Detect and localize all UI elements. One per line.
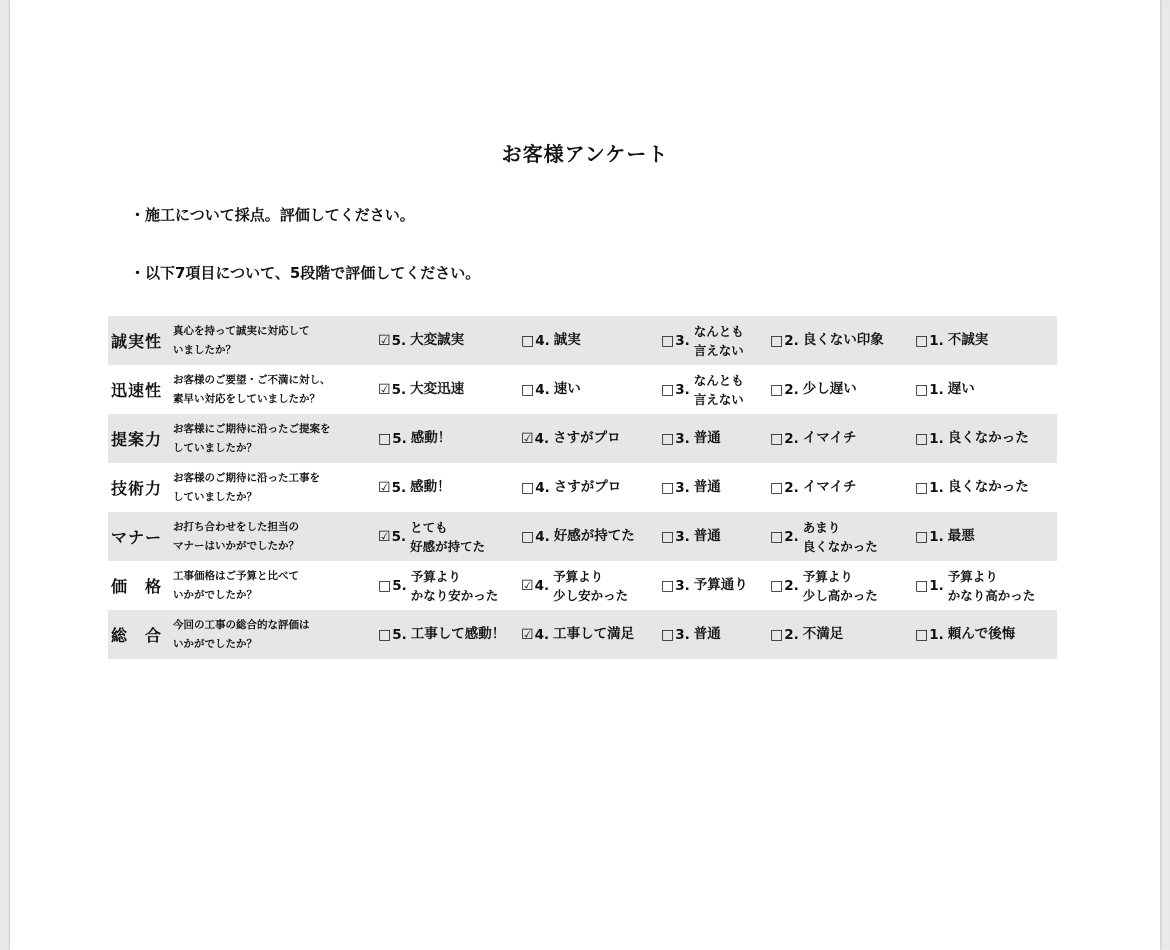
rating-label: [803, 518, 878, 556]
rating-option[interactable]: [915, 561, 1057, 610]
rating-option[interactable]: [770, 512, 915, 561]
question-line: 今回の工事の総合的な評価は: [173, 618, 310, 631]
question-text: [173, 414, 378, 463]
survey-row: [108, 463, 1057, 512]
rating-number: 5.: [391, 479, 407, 496]
checkbox-icon[interactable]: □: [378, 577, 392, 594]
rating-option[interactable]: [915, 365, 1057, 414]
rating-number: 4.: [534, 577, 550, 594]
checkbox-icon[interactable]: □: [661, 381, 675, 398]
rating-option[interactable]: [378, 414, 521, 463]
rating-label-line: 普通: [693, 479, 721, 495]
rating-number: 1.: [929, 332, 944, 349]
rating-label-line: かなり高かった: [947, 587, 1036, 603]
rating-label: [803, 429, 857, 448]
rating-label-line: 良くなかった: [947, 479, 1029, 495]
question-text: [173, 610, 378, 659]
document-page: [10, 0, 1160, 950]
rating-option[interactable]: [661, 316, 770, 365]
checkbox-icon[interactable]: □: [521, 528, 535, 545]
rating-option[interactable]: [770, 365, 915, 414]
checkbox-icon[interactable]: □: [770, 626, 784, 643]
rating-label: [694, 322, 744, 360]
checkbox-icon[interactable]: □: [915, 332, 929, 349]
checkbox-icon[interactable]: □: [770, 479, 784, 496]
rating-number: 2.: [784, 381, 799, 398]
rating-option[interactable]: [770, 316, 915, 365]
rating-label-line: 好感が持てた: [410, 538, 486, 554]
rating-label-line: 予算より: [553, 568, 604, 584]
rating-option[interactable]: [521, 512, 661, 561]
category-text: 誠実性: [111, 332, 163, 351]
instruction-note: ・施工について採点。評価してください。: [130, 206, 415, 224]
checkbox-checked-icon[interactable]: ☑: [521, 626, 534, 643]
question-text: [173, 463, 378, 512]
rating-label: [694, 625, 721, 644]
rating-option[interactable]: [770, 610, 915, 659]
rating-label: [553, 429, 621, 448]
rating-number: 3.: [675, 626, 690, 643]
rating-label: [410, 380, 464, 399]
checkbox-icon[interactable]: □: [521, 479, 535, 496]
rating-label-line: あまり: [802, 519, 841, 535]
rating-option[interactable]: [661, 561, 770, 610]
rating-option[interactable]: [521, 365, 661, 414]
rating-number: 2.: [784, 626, 799, 643]
checkbox-icon[interactable]: □: [770, 332, 784, 349]
rating-number: 3.: [675, 479, 690, 496]
question-line: お打ち合わせをした担当の: [173, 520, 299, 533]
rating-label: [803, 625, 844, 644]
rating-label: [411, 429, 452, 448]
rating-number: 3.: [675, 332, 690, 349]
rating-option[interactable]: [915, 463, 1057, 512]
rating-option[interactable]: [661, 365, 770, 414]
rating-option[interactable]: [770, 414, 915, 463]
checkbox-icon[interactable]: □: [661, 332, 675, 349]
rating-option[interactable]: [915, 414, 1057, 463]
checkbox-icon[interactable]: □: [378, 626, 392, 643]
category-text: 提案力: [111, 430, 163, 449]
rating-option[interactable]: [378, 365, 521, 414]
rating-label: [948, 625, 1016, 644]
rating-label-line: 普通: [693, 626, 721, 642]
rating-label: [411, 625, 506, 644]
rating-option[interactable]: [378, 610, 521, 659]
question-line: していましたか？: [173, 441, 257, 454]
rating-label: [803, 331, 884, 350]
rating-label-line: 少し高かった: [802, 587, 878, 603]
category-text: マナー: [111, 528, 163, 547]
question-line: 素早い対応をしていましたか？: [173, 392, 320, 405]
rating-label-line: 好感が持てた: [553, 528, 635, 544]
checkbox-icon[interactable]: □: [770, 528, 784, 545]
rating-number: 3.: [675, 430, 690, 447]
rating-option[interactable]: [521, 414, 661, 463]
question-line: マナーはいかがでしたか？: [173, 539, 299, 552]
rating-label-line: 普通: [693, 430, 721, 446]
rating-label-line: 誠実: [553, 332, 581, 348]
rating-label: [410, 518, 485, 556]
rating-option[interactable]: [661, 512, 770, 561]
rating-number: 1.: [929, 626, 944, 643]
question-text: [173, 512, 378, 561]
checkbox-icon[interactable]: □: [521, 381, 535, 398]
checkbox-icon[interactable]: □: [770, 577, 784, 594]
rating-number: 5.: [391, 332, 407, 349]
rating-number: 4.: [535, 332, 550, 349]
rating-label: [694, 527, 721, 546]
rating-number: 5.: [392, 577, 407, 594]
rating-option[interactable]: [521, 463, 661, 512]
rating-label-line: 予算通り: [693, 577, 748, 593]
checkbox-icon[interactable]: □: [915, 626, 929, 643]
rating-label-line: 予算より: [802, 568, 853, 584]
checkbox-checked-icon[interactable]: ☑: [521, 430, 534, 447]
rating-number: 3.: [675, 381, 690, 398]
checkbox-icon[interactable]: □: [915, 479, 929, 496]
rating-label-line: 工事して感動！: [410, 626, 506, 642]
rating-label: [948, 380, 975, 399]
rating-label-line: 予算より: [947, 568, 998, 584]
rating-label: [948, 331, 989, 350]
rating-label: [411, 567, 499, 605]
rating-label: [410, 331, 464, 350]
rating-label-line: 良くなかった: [802, 538, 878, 554]
rating-label: [803, 478, 857, 497]
rating-option[interactable]: [770, 463, 915, 512]
category-label: [108, 610, 173, 659]
rating-label-line: 最悪: [947, 528, 975, 544]
survey-row: [108, 414, 1057, 463]
rating-option[interactable]: [521, 316, 661, 365]
checkbox-icon[interactable]: □: [661, 479, 675, 496]
checkbox-icon[interactable]: □: [770, 381, 784, 398]
rating-label: [554, 331, 581, 350]
rating-label: [803, 380, 857, 399]
rating-number: 1.: [929, 381, 944, 398]
rating-label-line: 普通: [693, 528, 721, 544]
checkbox-icon[interactable]: □: [915, 381, 929, 398]
rating-number: 2.: [784, 577, 799, 594]
rating-label-line: 予算より: [410, 568, 461, 584]
checkbox-checked-icon[interactable]: ☑: [378, 528, 391, 545]
question-line: お客様のご要望・ご不満に対し、: [173, 373, 331, 386]
rating-label: [694, 576, 748, 595]
rating-label: [948, 478, 1029, 497]
rating-number: 5.: [391, 528, 407, 545]
rating-label-line: 大変誠実: [410, 332, 465, 348]
rating-label-line: さすがプロ: [553, 479, 622, 495]
rating-label-line: 少し遅い: [802, 381, 857, 397]
question-text: [173, 316, 378, 365]
rating-option[interactable]: [521, 610, 661, 659]
rating-label: [554, 478, 622, 497]
rating-number: 1.: [929, 577, 944, 594]
rating-label-line: イマイチ: [802, 430, 857, 446]
rating-label-line: 頼んで後悔: [947, 626, 1016, 642]
rating-label: [694, 478, 721, 497]
checkbox-checked-icon[interactable]: ☑: [521, 577, 534, 594]
rating-label: [694, 429, 721, 448]
question-text: [173, 365, 378, 414]
category-label: [108, 561, 173, 610]
rating-label: [553, 567, 628, 605]
question-text: [173, 561, 378, 610]
rating-label-line: 良くなかった: [947, 430, 1029, 446]
rating-label-line: 感動！: [410, 430, 452, 446]
question-line: 真心を持って誠実に対応して: [173, 324, 310, 337]
survey-table: [108, 316, 1057, 659]
rating-label-line: さすがプロ: [553, 430, 621, 446]
rating-label-line: 不満足: [802, 626, 844, 642]
category-text: 迅速性: [111, 381, 163, 400]
rating-label-line: 言えない: [693, 391, 744, 407]
rating-label-line: なんとも: [693, 323, 744, 339]
rating-label: [554, 527, 635, 546]
rating-option[interactable]: [521, 561, 661, 610]
rating-label-line: 不誠実: [947, 332, 989, 348]
category-label: [108, 463, 173, 512]
question-line: いかがでしたか？: [173, 637, 257, 650]
question-line: いかがでしたか？: [173, 588, 257, 601]
question-line: いましたか？: [173, 343, 236, 356]
checkbox-checked-icon[interactable]: ☑: [378, 479, 391, 496]
rating-number: 5.: [392, 626, 407, 643]
rating-label: [803, 567, 878, 605]
rating-number: 2.: [784, 479, 799, 496]
category-text: 技術力: [111, 479, 163, 498]
category-label: [108, 365, 173, 414]
checkbox-checked-icon[interactable]: ☑: [378, 381, 391, 398]
rating-label-line: イマイチ: [802, 479, 857, 495]
page-title: お客様アンケート: [501, 142, 669, 166]
rating-number: 5.: [391, 381, 407, 398]
survey-row: [108, 316, 1057, 365]
checkbox-icon[interactable]: □: [661, 430, 675, 447]
rating-number: 4.: [534, 626, 550, 643]
checkbox-icon[interactable]: □: [915, 528, 929, 545]
rating-label-line: 少し安かった: [553, 587, 629, 603]
rating-option[interactable]: [661, 463, 770, 512]
rating-number: 2.: [784, 430, 799, 447]
rating-number: 2.: [784, 528, 799, 545]
rating-label: [554, 380, 581, 399]
checkbox-icon[interactable]: □: [915, 430, 929, 447]
rating-label: [948, 567, 1036, 605]
checkbox-icon[interactable]: □: [661, 577, 675, 594]
rating-number: 4.: [534, 430, 550, 447]
rating-label-line: 速い: [553, 381, 581, 397]
rating-number: 3.: [675, 577, 690, 594]
survey-row: [108, 561, 1057, 610]
rating-label-line: なんとも: [693, 372, 744, 388]
rating-label: [553, 625, 634, 644]
rating-option[interactable]: [770, 561, 915, 610]
rating-label-line: とても: [410, 519, 448, 535]
rating-label-line: 遅い: [947, 381, 975, 397]
rating-option[interactable]: [661, 610, 770, 659]
rating-label-line: 感動！: [410, 479, 451, 495]
rating-label: [410, 478, 451, 497]
rating-option[interactable]: [915, 610, 1057, 659]
rating-number: 1.: [929, 528, 944, 545]
rating-number: 5.: [392, 430, 407, 447]
rating-option[interactable]: [378, 316, 521, 365]
rating-label: [948, 527, 975, 546]
rating-option[interactable]: [378, 463, 521, 512]
rating-label-line: 工事して満足: [553, 626, 635, 642]
checkbox-icon[interactable]: □: [661, 626, 675, 643]
rating-label-line: 大変迅速: [410, 381, 465, 397]
checkbox-icon[interactable]: □: [661, 528, 675, 545]
instruction-note: ・以下7項目について、5段階で評価してください。: [130, 264, 481, 282]
question-line: していましたか？: [173, 490, 257, 503]
survey-row: [108, 512, 1057, 561]
rating-option[interactable]: [378, 561, 521, 610]
rating-number: 1.: [929, 479, 944, 496]
question-line: お客様にご期待に沿ったご提案を: [173, 422, 331, 435]
rating-label-line: 言えない: [693, 342, 744, 358]
rating-number: 1.: [929, 430, 944, 447]
category-label: [108, 414, 173, 463]
rating-option[interactable]: [378, 512, 521, 561]
rating-number: 3.: [675, 528, 690, 545]
question-line: 工事価格はご予算と比べて: [173, 569, 299, 582]
rating-label: [948, 429, 1029, 448]
question-line: お客様のご期待に沿った工事を: [173, 471, 320, 484]
checkbox-icon[interactable]: □: [521, 332, 535, 349]
rating-option[interactable]: [661, 414, 770, 463]
survey-row: [108, 365, 1057, 414]
category-text: 価 格: [111, 577, 163, 596]
rating-number: 2.: [784, 332, 799, 349]
rating-label-line: 良くない印象: [802, 332, 884, 348]
checkbox-icon[interactable]: □: [378, 430, 392, 447]
rating-label: [694, 371, 744, 409]
category-label: [108, 512, 173, 561]
survey-row: [108, 610, 1057, 659]
rating-option[interactable]: [915, 316, 1057, 365]
checkbox-icon[interactable]: □: [915, 577, 929, 594]
checkbox-icon[interactable]: □: [770, 430, 784, 447]
rating-option[interactable]: [915, 512, 1057, 561]
rating-number: 4.: [535, 381, 550, 398]
category-label: [108, 316, 173, 365]
rating-number: 4.: [535, 528, 550, 545]
category-text: 総 合: [111, 626, 163, 645]
rating-label-line: かなり安かった: [410, 587, 499, 603]
checkbox-checked-icon[interactable]: ☑: [378, 332, 391, 349]
rating-number: 4.: [535, 479, 550, 496]
